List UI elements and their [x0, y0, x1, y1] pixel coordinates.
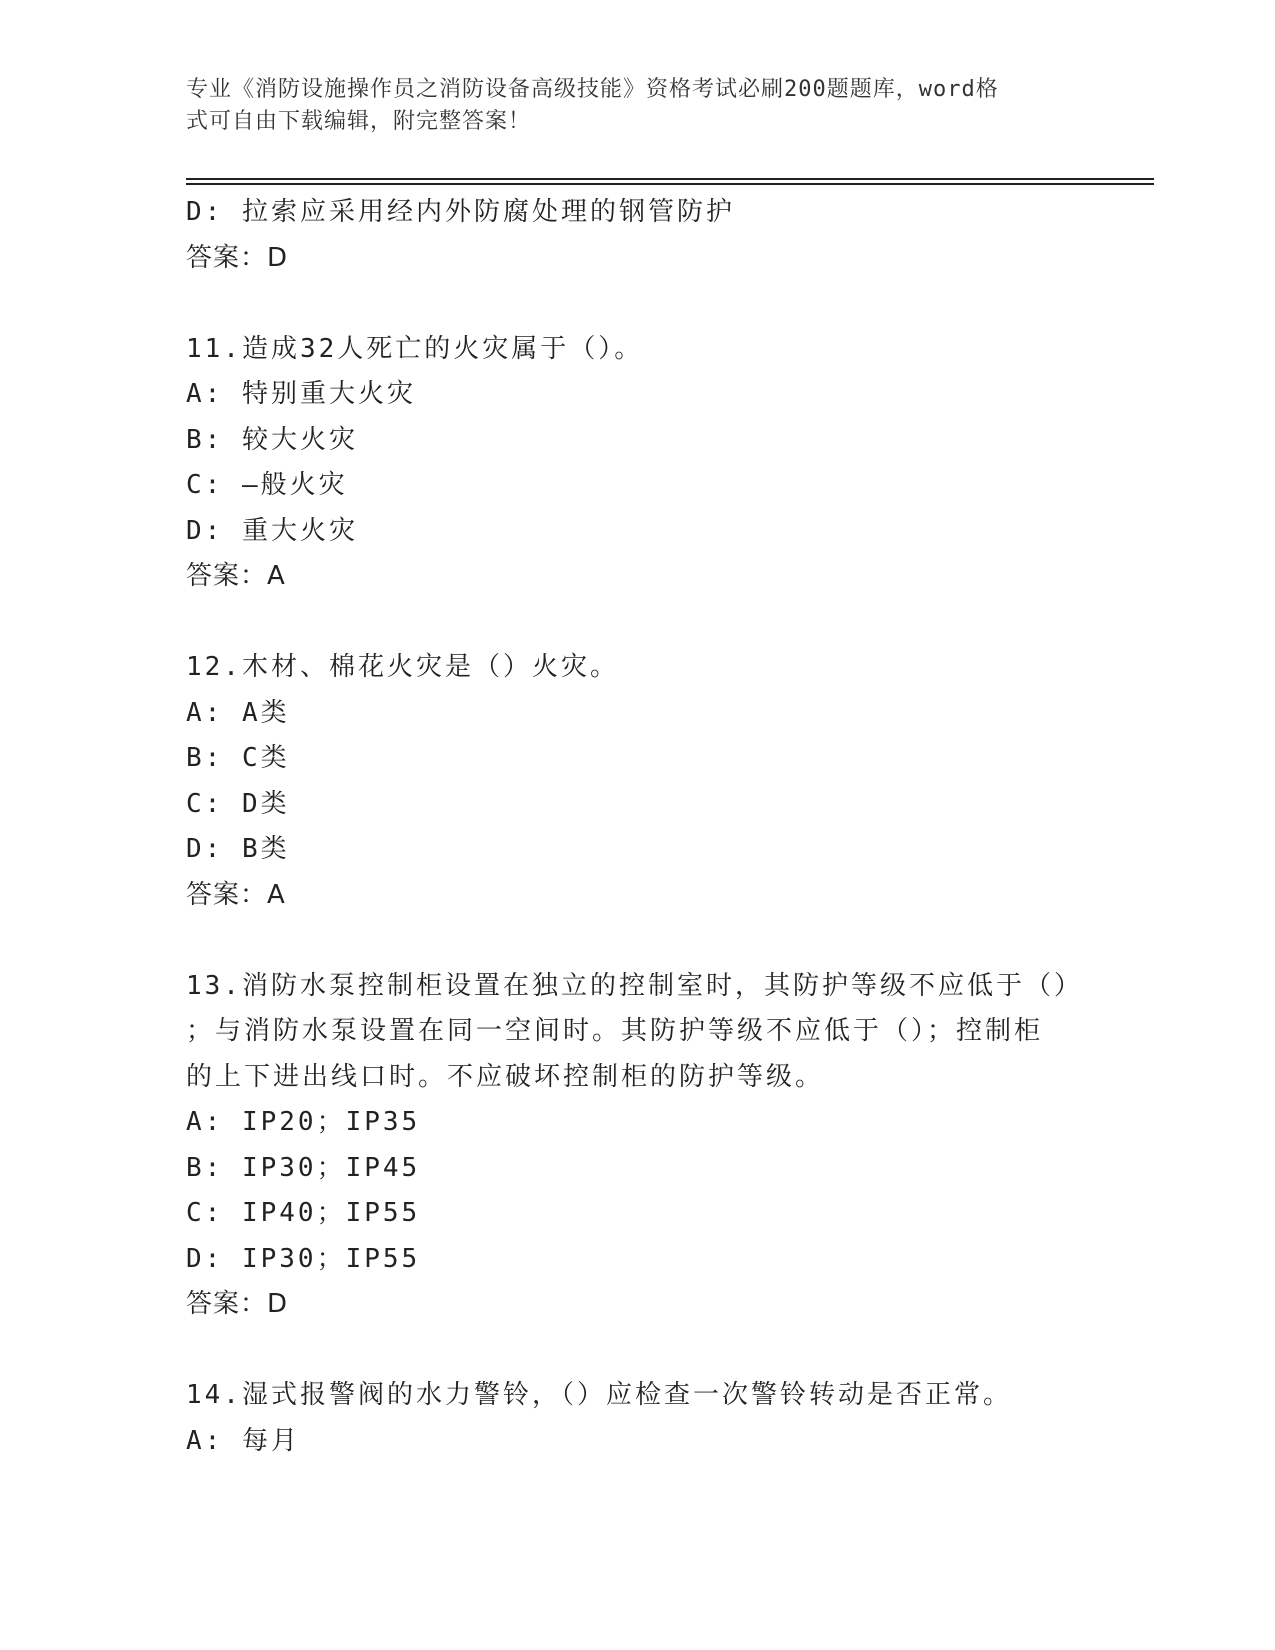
- option-b: B: C类: [186, 743, 290, 773]
- question-stem-line-3: 的上下进出线口时。不应破坏控制柜的防护等级。: [186, 1061, 825, 1092]
- option-d: D: IP30；IP55: [186, 1243, 421, 1274]
- question-stem-line-2: ；与消防水泵设置在同一空间时。其防护等级不应低于（）；控制柜: [186, 1016, 1044, 1046]
- question-12: [186, 645, 1086, 918]
- answer: 答案：A: [186, 879, 286, 910]
- spacer: [186, 281, 1086, 327]
- header-rule-bottom: [186, 183, 1154, 185]
- option-b: B: 较大火灾: [186, 424, 358, 455]
- option-a: A: 特别重大火灾: [186, 379, 416, 409]
- question-11: [186, 327, 1086, 600]
- option-a: A: IP20；IP35: [186, 1107, 421, 1137]
- spacer: [186, 600, 1086, 646]
- option-c: C: IP40；IP55: [186, 1198, 421, 1228]
- option-c: C: D类: [186, 788, 290, 819]
- option-d: D: 拉索应采用经内外防腐处理的钢管防护: [186, 197, 735, 227]
- option-d: D: B类: [186, 834, 290, 864]
- header-line-2: 式可自由下载编辑，附完整答案！: [186, 109, 532, 134]
- option-b: B: IP30；IP45: [186, 1152, 421, 1183]
- answer: 答案：A: [186, 561, 286, 591]
- question-stem: 12.木材、棉花火灾是（）火灾。: [186, 652, 619, 682]
- option-c: C: —般火灾: [186, 470, 348, 500]
- header-line-1: 专业《消防设施操作员之消防设备高级技能》资格考试必刷200题题库，word格: [186, 77, 999, 102]
- question-stem: 14.湿式报警阀的水力警铃，（）应检查一次警铃转动是否正常。: [186, 1380, 1012, 1410]
- option-a: A: 每月: [186, 1425, 300, 1456]
- question-stem-line-1: 13.消防水泵控制柜设置在独立的控制室时，其防护等级不应低于（）: [186, 970, 1083, 1001]
- spacer: [186, 918, 1086, 964]
- document-header: [186, 74, 1066, 138]
- question-stem: 11.造成32人死亡的火灾属于（）。: [186, 333, 644, 364]
- spacer: [186, 1328, 1086, 1374]
- answer: 答案：D: [186, 1289, 289, 1319]
- question-list: [186, 190, 1086, 1464]
- option-d: D: 重大火灾: [186, 515, 358, 546]
- header-rule-top: [186, 178, 1154, 180]
- question-14: [186, 1373, 1086, 1464]
- answer: 答案：D: [186, 242, 289, 273]
- question-13: [186, 964, 1086, 1328]
- option-a: A: A类: [186, 697, 290, 728]
